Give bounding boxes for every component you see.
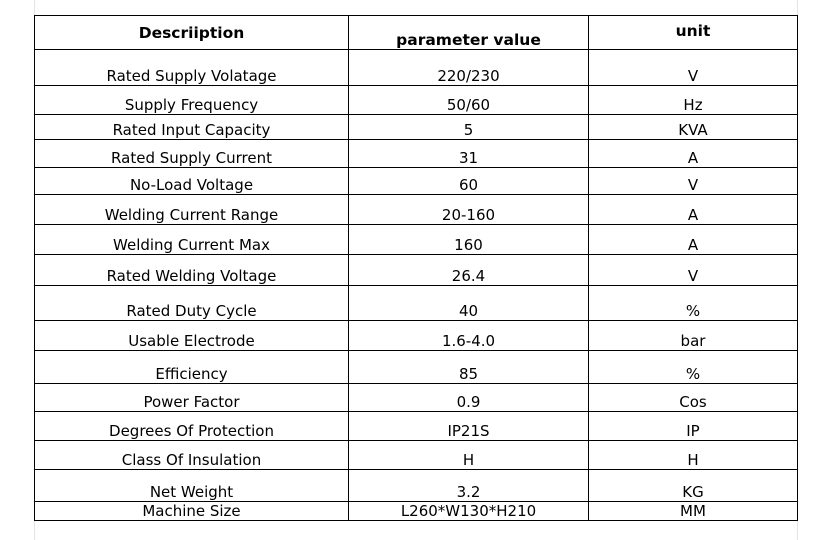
table-row: [35, 195, 798, 225]
row-value: IP21S: [349, 412, 589, 441]
row-description: Welding Current Range: [35, 195, 349, 225]
table-row: [35, 115, 798, 140]
row-unit: V: [589, 50, 798, 86]
row-unit: bar: [589, 321, 798, 351]
table-row: [35, 86, 798, 115]
row-unit: A: [589, 225, 798, 255]
row-unit: Cos: [589, 384, 798, 412]
row-value: 60: [349, 168, 589, 195]
row-description: Net Weight: [35, 470, 349, 502]
row-unit: V: [589, 168, 798, 195]
row-description: No-Load Voltage: [35, 168, 349, 195]
header-unit: unit: [589, 16, 798, 50]
row-value: 160: [349, 225, 589, 255]
row-value: L260*W130*H210: [349, 502, 589, 521]
row-value: 20-160: [349, 195, 589, 225]
row-description: Rated Duty Cycle: [35, 286, 349, 321]
table-row: [35, 168, 798, 195]
table-row: [35, 225, 798, 255]
row-value: 50/60: [349, 86, 589, 115]
row-value: 1.6-4.0: [349, 321, 589, 351]
row-description: Power Factor: [35, 384, 349, 412]
row-unit: MM: [589, 502, 798, 521]
row-unit: A: [589, 195, 798, 225]
table-row: [35, 321, 798, 351]
table-row: [35, 140, 798, 168]
row-unit: H: [589, 441, 798, 470]
row-unit: IP: [589, 412, 798, 441]
row-value: 40: [349, 286, 589, 321]
row-value: 31: [349, 140, 589, 168]
table-row: [35, 441, 798, 470]
specification-table: [34, 15, 798, 521]
row-unit: V: [589, 255, 798, 286]
table-header-row: [35, 16, 798, 50]
header-parameter-value: parameter value: [349, 16, 589, 50]
row-description: Rated Welding Voltage: [35, 255, 349, 286]
row-unit: KG: [589, 470, 798, 502]
row-value: H: [349, 441, 589, 470]
row-value: 26.4: [349, 255, 589, 286]
table-row: [35, 502, 798, 521]
row-description: Rated Supply Current: [35, 140, 349, 168]
row-value: 0.9: [349, 384, 589, 412]
row-description: Supply Frequency: [35, 86, 349, 115]
row-description: Machine Size: [35, 502, 349, 521]
row-description: Rated Input Capacity: [35, 115, 349, 140]
row-unit: A: [589, 140, 798, 168]
row-description: Efficiency: [35, 351, 349, 384]
row-unit: KVA: [589, 115, 798, 140]
table-row: [35, 255, 798, 286]
table-row: [35, 384, 798, 412]
row-description: Welding Current Max: [35, 225, 349, 255]
table-row: [35, 412, 798, 441]
row-unit: %: [589, 351, 798, 384]
row-description: Class Of Insulation: [35, 441, 349, 470]
table-row: [35, 50, 798, 86]
header-description: Descriiption: [35, 16, 349, 50]
row-unit: Hz: [589, 86, 798, 115]
row-value: 5: [349, 115, 589, 140]
table-row: [35, 470, 798, 502]
row-unit: %: [589, 286, 798, 321]
row-value: 220/230: [349, 50, 589, 86]
row-value: 85: [349, 351, 589, 384]
row-description: Usable Electrode: [35, 321, 349, 351]
row-description: Rated Supply Volatage: [35, 50, 349, 86]
table-row: [35, 351, 798, 384]
table-row: [35, 286, 798, 321]
row-value: 3.2: [349, 470, 589, 502]
row-description: Degrees Of Protection: [35, 412, 349, 441]
